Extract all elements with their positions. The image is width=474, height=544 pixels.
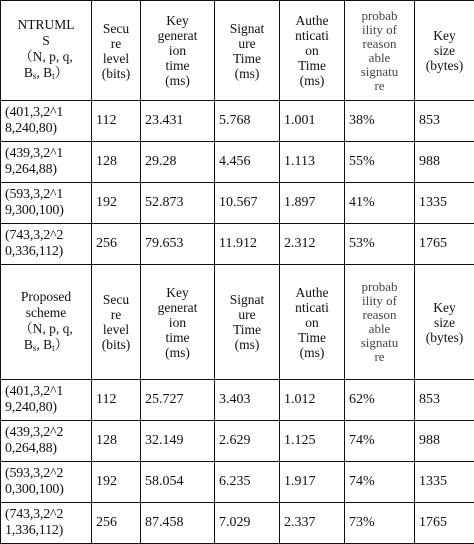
table-row xyxy=(1,183,474,224)
auth-time-header-cell xyxy=(280,265,345,380)
params-sub-s: s xyxy=(33,71,37,81)
signature-time-cell: 11.912 xyxy=(215,224,280,265)
header-text-line: ility of xyxy=(362,22,397,37)
header-text-line: Authe xyxy=(296,285,329,300)
probability-cell: 62% xyxy=(345,380,415,421)
signature-time-header-cell xyxy=(215,1,280,101)
table-row xyxy=(1,380,474,421)
auth-time-cell: 1.113 xyxy=(280,142,345,183)
header-text-line: (bits) xyxy=(102,66,131,81)
params-close: ） xyxy=(55,65,69,80)
header-text-line: able xyxy=(369,50,391,65)
table-row xyxy=(1,224,474,265)
params-sub-t: t xyxy=(52,343,55,353)
header-text-line: generat xyxy=(158,28,198,43)
scheme-header-cell xyxy=(1,265,92,380)
params-cell xyxy=(1,503,92,544)
security-level-cell: 128 xyxy=(92,142,141,183)
params-cell xyxy=(1,224,92,265)
signature-time-cell: 3.403 xyxy=(215,380,280,421)
header-text-line: time xyxy=(166,58,190,73)
scheme-name: NTRUML xyxy=(18,17,75,32)
header-text-line: signatu xyxy=(361,335,399,350)
params-label: （N, p, q, xyxy=(19,49,73,64)
params-value-line1: (593,3,2^1 xyxy=(5,187,63,202)
signature-time-cell: 10.567 xyxy=(215,183,280,224)
signature-time-header-cell xyxy=(215,265,280,380)
probability-cell: 38% xyxy=(345,101,415,142)
params-cell xyxy=(1,101,92,142)
security-header-cell xyxy=(92,265,141,380)
params-value-line2: 0,300,100) xyxy=(5,482,64,497)
header-text-line: nticati xyxy=(295,300,329,315)
header-text-line: (ms) xyxy=(235,337,260,352)
header-text-line: Time xyxy=(298,58,326,73)
params-sub-s: s xyxy=(33,343,37,353)
signature-time-cell: 6.235 xyxy=(215,462,280,503)
auth-time-cell: 2.337 xyxy=(280,503,345,544)
keygen-time-cell: 29.28 xyxy=(141,142,215,183)
header-text-line: ure xyxy=(238,307,255,322)
probability-cell: 74% xyxy=(345,462,415,503)
header-text-line: ure xyxy=(238,36,255,51)
params-b-s: B xyxy=(24,337,33,352)
auth-time-cell: 1.001 xyxy=(280,101,345,142)
header-text-line: Authe xyxy=(296,13,329,28)
header-text-line: signatu xyxy=(361,64,399,79)
header-text-line: Key xyxy=(433,28,456,43)
params-cell xyxy=(1,183,92,224)
header-text-line: (bytes) xyxy=(426,330,464,345)
keygen-header-cell xyxy=(141,1,215,101)
params-value-line1: (401,3,2^1 xyxy=(5,384,63,399)
params-cell xyxy=(1,462,92,503)
scheme-name-cont: scheme xyxy=(26,305,66,320)
header-text-line: reason xyxy=(363,307,397,322)
auth-time-cell: 2.312 xyxy=(280,224,345,265)
params-value-line1: (439,3,2^1 xyxy=(5,146,63,161)
auth-time-header-cell xyxy=(280,1,345,101)
header-text-line: Time xyxy=(233,51,261,66)
header-row xyxy=(1,265,474,380)
security-level-cell: 192 xyxy=(92,183,141,224)
probability-cell: 73% xyxy=(345,503,415,544)
params-sep: , B xyxy=(36,337,52,352)
probability-header-cell xyxy=(345,265,415,380)
params-value-line2: 0,336,112) xyxy=(5,244,63,259)
params-value-line2: 8,240,80) xyxy=(5,121,57,136)
keygen-time-cell: 32.149 xyxy=(141,421,215,462)
params-sub-t: t xyxy=(52,71,55,81)
signature-time-cell: 2.629 xyxy=(215,421,280,462)
header-text-line: Secu xyxy=(103,21,129,36)
params-value-line2: 0,264,88) xyxy=(5,441,57,456)
header-text-line: (bytes) xyxy=(426,58,464,73)
header-text-line: generat xyxy=(158,300,198,315)
key-size-cell: 1765 xyxy=(415,224,474,265)
header-text-line: Key xyxy=(433,300,456,315)
params-b-s: B xyxy=(24,65,33,80)
table-row xyxy=(1,462,474,503)
params-value-line1: (743,3,2^2 xyxy=(5,507,63,522)
header-text-line: reason xyxy=(363,36,397,51)
probability-cell: 55% xyxy=(345,142,415,183)
header-text-line: on xyxy=(305,315,319,330)
auth-time-cell: 1.897 xyxy=(280,183,345,224)
keygen-time-cell: 52.873 xyxy=(141,183,215,224)
key-size-cell: 1335 xyxy=(415,462,474,503)
header-text-line: on xyxy=(305,43,319,58)
signature-time-cell: 7.029 xyxy=(215,503,280,544)
header-text-line: re xyxy=(111,307,122,322)
auth-time-cell: 1.917 xyxy=(280,462,345,503)
key-size-cell: 1335 xyxy=(415,183,474,224)
security-header-cell xyxy=(92,1,141,101)
header-text-line: re xyxy=(111,36,122,51)
keygen-time-cell: 23.431 xyxy=(141,101,215,142)
header-text-line: Key xyxy=(166,285,189,300)
header-text-line: re xyxy=(374,349,384,364)
keygen-time-cell: 25.727 xyxy=(141,380,215,421)
header-text-line: probab xyxy=(361,8,397,23)
header-text-line: level xyxy=(103,322,129,337)
header-text-line: re xyxy=(374,78,384,93)
keygen-time-cell: 87.458 xyxy=(141,503,215,544)
scheme-name-cont: S xyxy=(42,33,50,48)
params-cell xyxy=(1,380,92,421)
header-text-line: Key xyxy=(166,13,189,28)
probability-cell: 41% xyxy=(345,183,415,224)
header-text-line: (bits) xyxy=(102,337,131,352)
keygen-header-cell xyxy=(141,265,215,380)
params-value-line1: (439,3,2^2 xyxy=(5,425,63,440)
keygen-time-cell: 58.054 xyxy=(141,462,215,503)
header-text-line: ion xyxy=(169,315,186,330)
header-text-line: level xyxy=(103,51,129,66)
params-close: ） xyxy=(55,337,69,352)
probability-header-cell xyxy=(345,1,415,101)
params-value-line2: 9,300,100) xyxy=(5,203,64,218)
signature-time-cell: 5.768 xyxy=(215,101,280,142)
header-text-line: time xyxy=(166,330,190,345)
security-level-cell: 256 xyxy=(92,503,141,544)
header-text-line: nticati xyxy=(295,28,329,43)
table-row xyxy=(1,421,474,462)
security-level-cell: 192 xyxy=(92,462,141,503)
params-value-line1: (593,3,2^2 xyxy=(5,466,63,481)
keygen-time-cell: 79.653 xyxy=(141,224,215,265)
security-level-cell: 128 xyxy=(92,421,141,462)
key-size-cell: 988 xyxy=(415,142,474,183)
table-body xyxy=(1,1,474,544)
auth-time-cell: 1.012 xyxy=(280,380,345,421)
scheme-name: Proposed xyxy=(21,289,71,304)
params-value-line1: (401,3,2^1 xyxy=(5,105,63,120)
params-value-line2: 9,264,88) xyxy=(5,162,57,177)
key-size-cell: 853 xyxy=(415,380,474,421)
key-size-cell: 1765 xyxy=(415,503,474,544)
params-sep: , B xyxy=(36,65,52,80)
header-text-line: ion xyxy=(169,43,186,58)
key-size-cell: 853 xyxy=(415,101,474,142)
probability-cell: 53% xyxy=(345,224,415,265)
header-text-line: (ms) xyxy=(300,73,325,88)
scheme-header-cell xyxy=(1,1,92,101)
params-value-line2: 9,240,80) xyxy=(5,400,57,415)
params-value-line1: (743,3,2^2 xyxy=(5,228,63,243)
key-size-cell: 988 xyxy=(415,421,474,462)
probability-cell: 74% xyxy=(345,421,415,462)
header-text-line: Signat xyxy=(230,292,265,307)
header-text-line: Time xyxy=(298,330,326,345)
header-text-line: (ms) xyxy=(165,345,190,360)
header-text-line: able xyxy=(369,321,391,336)
params-value-line2: 1,336,112) xyxy=(5,523,63,538)
header-text-line: (ms) xyxy=(300,345,325,360)
security-level-cell: 256 xyxy=(92,224,141,265)
header-text-line: probab xyxy=(361,279,397,294)
table-row xyxy=(1,142,474,183)
header-row xyxy=(1,1,474,101)
table-row xyxy=(1,503,474,544)
header-text-line: (ms) xyxy=(165,73,190,88)
security-level-cell: 112 xyxy=(92,101,141,142)
table-row xyxy=(1,101,474,142)
key-size-header-cell xyxy=(415,1,474,101)
header-text-line: Secu xyxy=(103,292,129,307)
auth-time-cell: 1.125 xyxy=(280,421,345,462)
header-text-line: Time xyxy=(233,322,261,337)
params-cell xyxy=(1,421,92,462)
params-cell xyxy=(1,142,92,183)
header-text-line: ility of xyxy=(362,293,397,308)
header-text-line: Signat xyxy=(230,21,265,36)
header-text-line: (ms) xyxy=(235,66,260,81)
header-text-line: size xyxy=(434,315,455,330)
params-label: （N, p, q, xyxy=(19,321,73,336)
header-text-line: size xyxy=(434,43,455,58)
security-level-cell: 112 xyxy=(92,380,141,421)
key-size-header-cell xyxy=(415,265,474,380)
signature-time-cell: 4.456 xyxy=(215,142,280,183)
